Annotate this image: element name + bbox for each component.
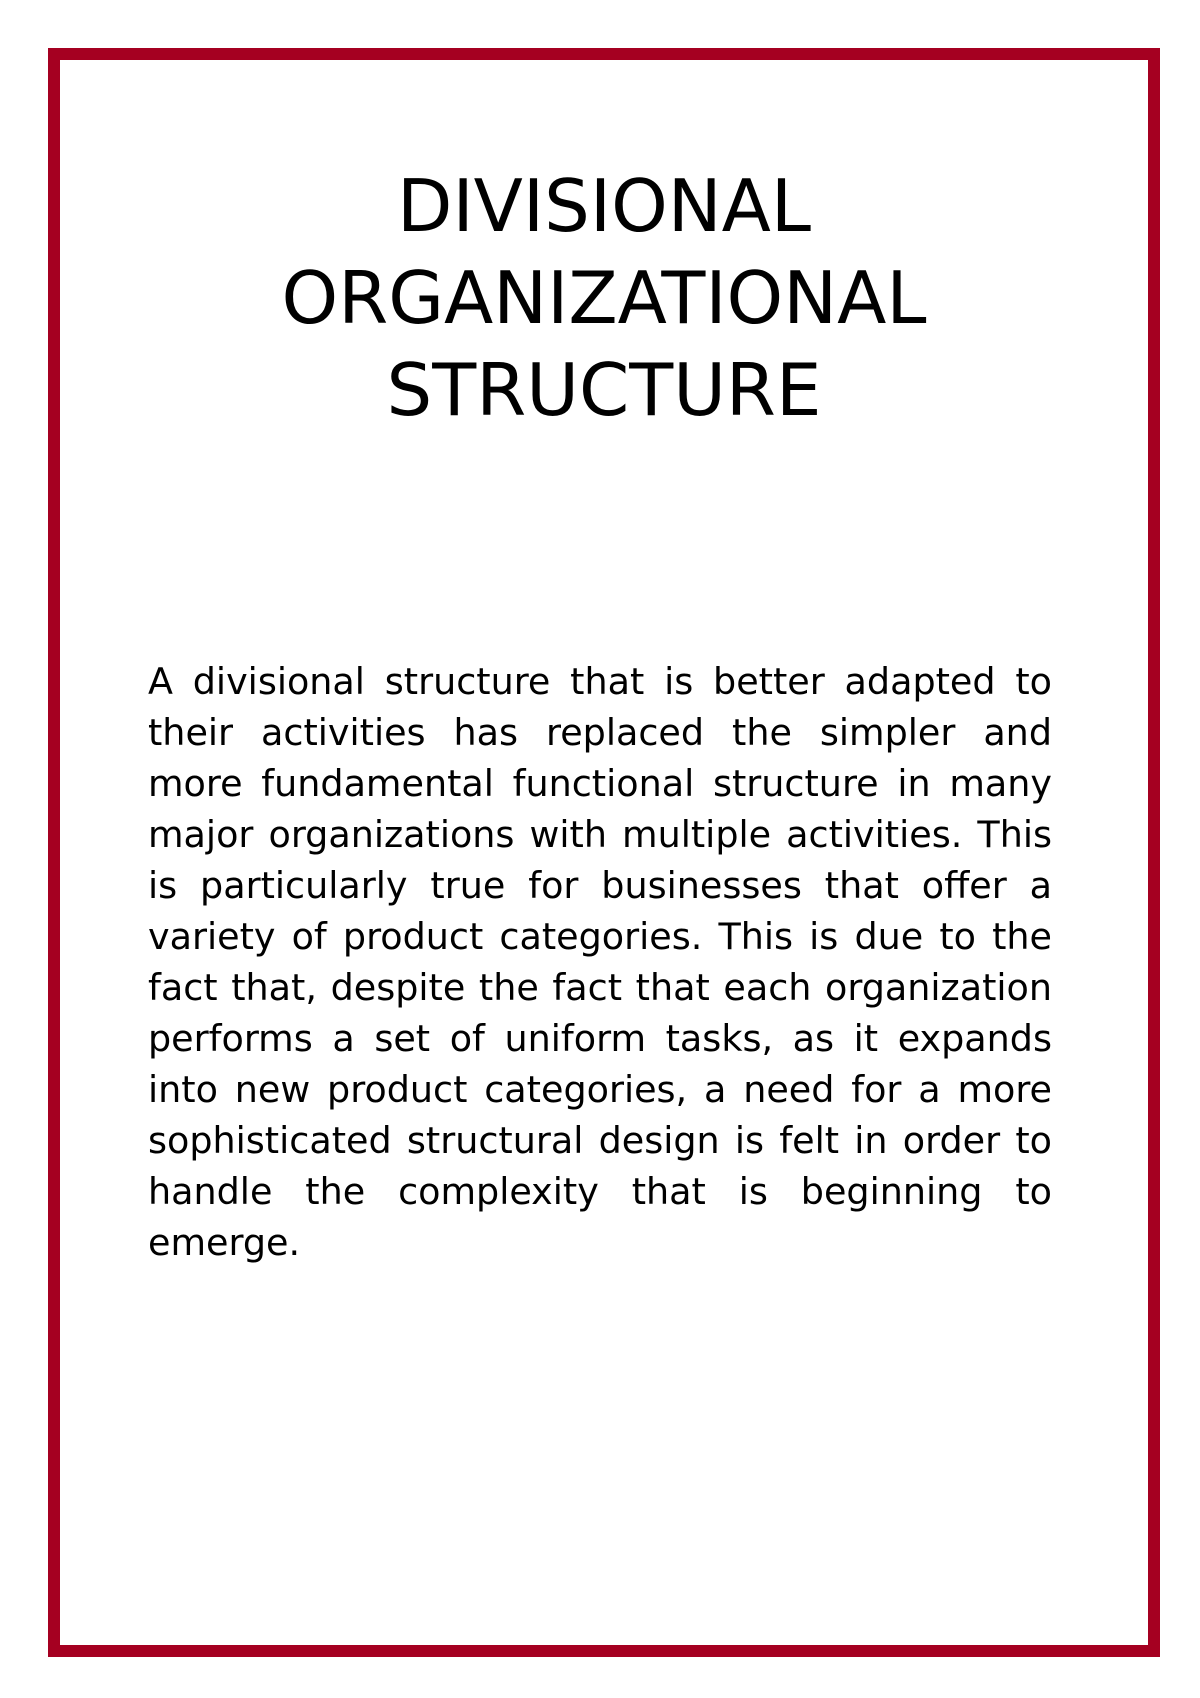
page-title: [60, 160, 1148, 436]
title-line-2: ORGANIZATIONAL: [281, 256, 927, 340]
title-line-3: STRUCTURE: [386, 348, 822, 432]
page-frame: [48, 48, 1160, 1657]
title-line-1: DIVISIONAL: [397, 164, 811, 248]
body-paragraph: A divisional structure that is better adapted to their activities has replaced the simpler and more fundamental functional structure in many major organizations with multiple activities. This is particularly true for businesses that offer a variety of product categories. This is due to the fact that, despite the fact that each organization performs a set of uniform tasks, as it expands into new product categories, a need for a more sophisticated structural design is felt in order to handle the complexity that is beginning to emerge.: [148, 660, 1052, 1264]
